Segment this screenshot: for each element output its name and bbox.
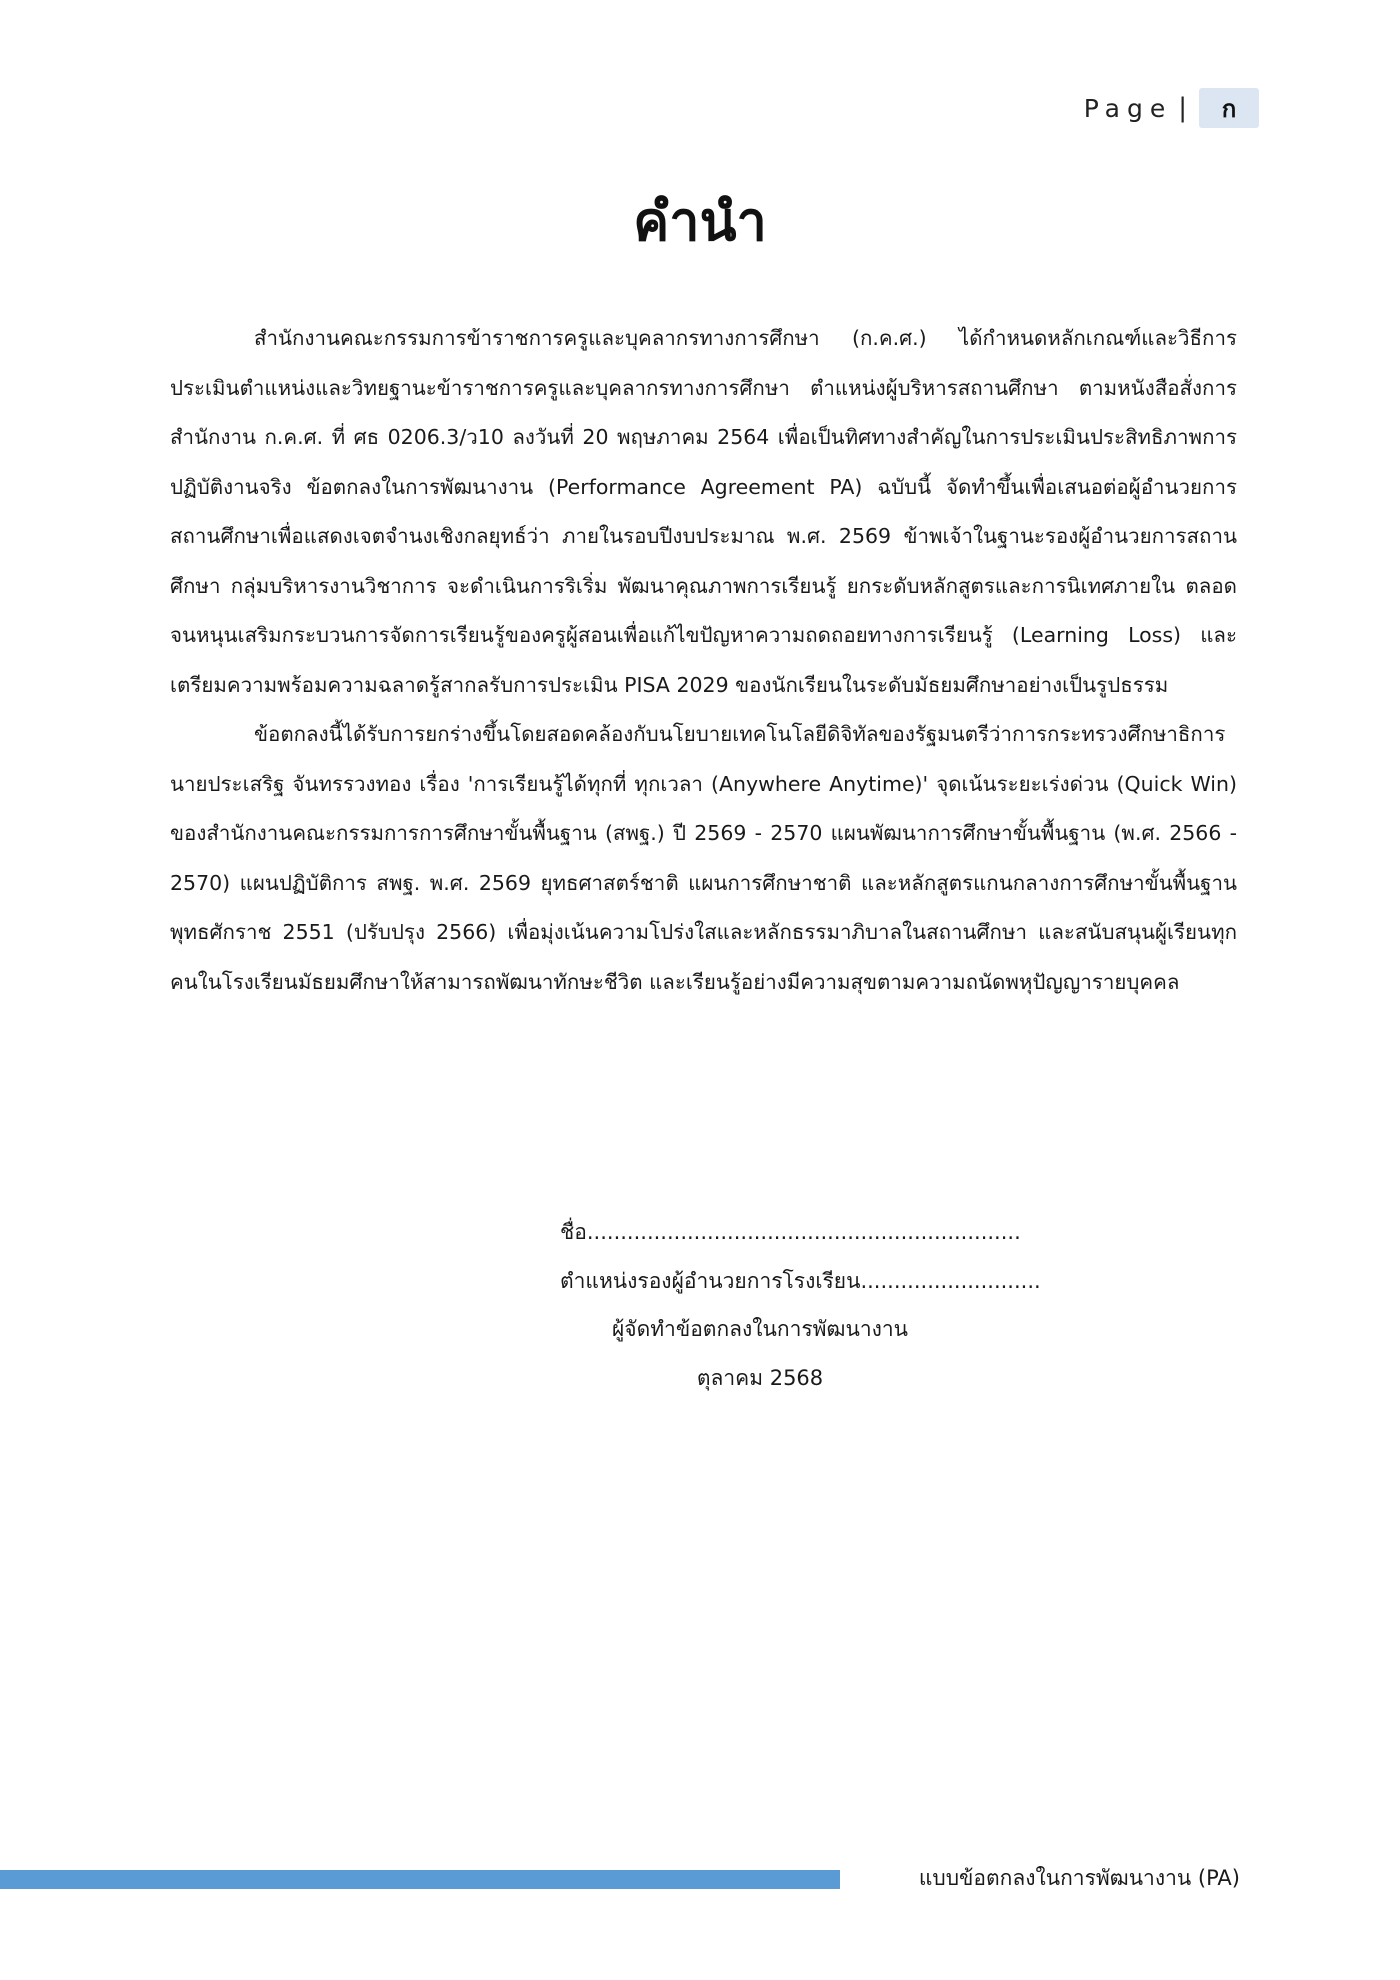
signature-name-line: ชื่อ................................................................. <box>560 1220 1021 1244</box>
signature-role: ผู้จัดทำข้อตกลงในการพัฒนางาน <box>611 1317 909 1341</box>
page-label: Page <box>1083 93 1173 123</box>
page-separator: | <box>1178 93 1187 123</box>
page-header <box>1084 88 1259 128</box>
page-number: ก <box>1199 88 1259 128</box>
footer-accent-bar <box>0 1870 840 1889</box>
footer-text: แบบข้อตกลงในการพัฒนางาน (PA) <box>918 1866 1240 1890</box>
signature-block <box>560 1208 1041 1402</box>
paragraph-2: ข้อตกลงนี้ได้รับการยกร่างขึ้นโดยสอดคล้องกับนโยบายเทคโนโลยีดิจิทัลของรัฐมนตรีว่าการกระทรวงศึกษาธิการ นายประเสริฐ จันทรรวงทอง เรื่อง 'การเรียนรู้ได้ทุกที่ ทุกเวลา (Anywhere Anytime)' จุดเน้นระยะเร่งด่วน (Quick Win) ของสำนักงานคณะกรรมการการศึกษาขั้นพื้นฐาน (สพฐ.) ปี 2569 - 2570 แผนพัฒนาการศึกษาขั้นพื้นฐาน (พ.ศ. 2566 - 2570) แผนปฏิบัติการ สพฐ. พ.ศ. 2569 ยุทธศาสตร์ชาติ แผนการศึกษาชาติ และหลักสูตรแกนกลางการศึกษาขั้นพื้นฐาน พุทธศักราช 2551 (ปรับปรุง 2566) เพื่อมุ่งเน้นความโปร่งใสและหลักธรรมาภิบาลในสถานศึกษา และสนับสนุนผู้เรียนทุกคนในโรงเรียนมัธยมศึกษาให้สามารถพัฒนาทักษะชีวิต และเรียนรู้อย่างมีความสุขตามความถนัดพหุปัญญารายบุคคล <box>170 722 1237 994</box>
signature-position-line: ตำแหน่งรองผู้อำนวยการโรงเรียน........................... <box>560 1268 1041 1293</box>
document-title: คำนำ <box>633 190 767 253</box>
paragraph-1: สำนักงานคณะกรรมการข้าราชการครูและบุคลากรทางการศึกษา (ก.ค.ศ.) ได้กำหนดหลักเกณฑ์และวิธีการประเมินตำแหน่งและวิทยฐานะข้าราชการครูและบุคลากรทางการศึกษา ตำแหน่งผู้บริหารสถานศึกษา ตามหนังสือสั่งการสำนักงาน ก.ค.ศ. ที่ ศธ 0206.3/ว10 ลงวันที่ 20 พฤษภาคม 2564 เพื่อเป็นทิศทางสำคัญในการประเมินประสิทธิภาพการปฏิบัติงานจริง ข้อตกลงในการพัฒนางาน (Performance Agreement PA) ฉบับนี้ จัดทำขึ้นเพื่อเสนอต่อผู้อำนวยการสถานศึกษาเพื่อแสดงเจตจำนงเชิงกลยุทธ์ว่า ภายในรอบปีงบประมาณ พ.ศ. 2569 ข้าพเจ้าในฐานะรองผู้อำนวยการสถานศึกษา กลุ่มบริหารงานวิชาการ จะดำเนินการริเริ่ม พัฒนาคุณภาพการเรียนรู้ ยกระดับหลักสูตรและการนิเทศภายใน ตลอดจนหนุนเสริมกระบวนการจัดการเรียนรู้ของครูผู้สอนเพื่อแก้ไขปัญหาความถดถอยทางการเรียนรู้ (Learning Loss) และเตรียมความพร้อมความฉลาดรู้สากลรับการประเมิน PISA 2029 ของนักเรียนในระดับมัธยมศึกษาอย่างเป็นรูปธรรม <box>170 326 1237 697</box>
preface-body <box>170 314 1237 1007</box>
signature-date: ตุลาคม 2568 <box>696 1365 824 1390</box>
